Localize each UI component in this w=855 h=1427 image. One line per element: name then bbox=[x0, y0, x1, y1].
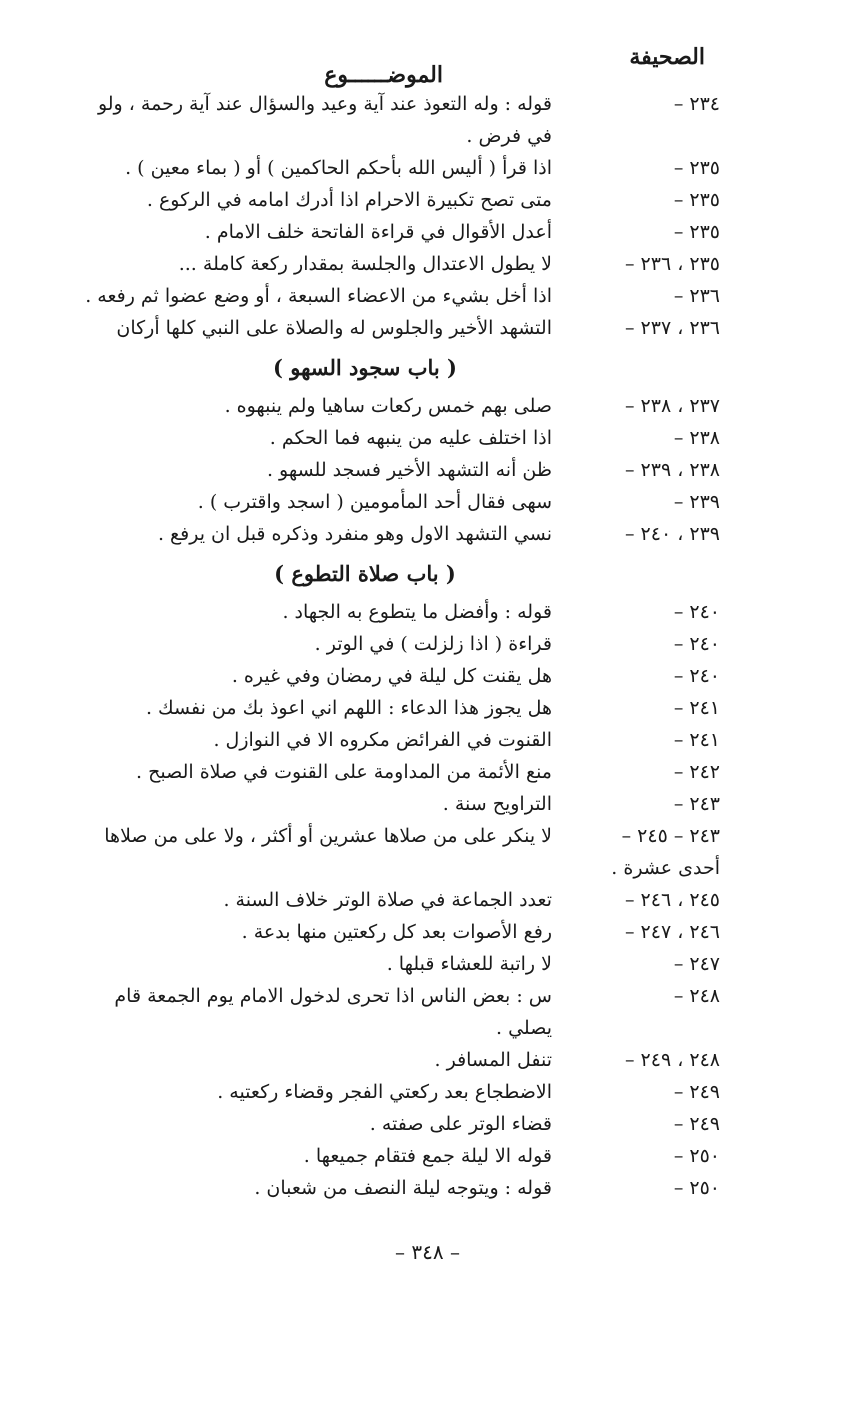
page-ref: ٢٤٩ – bbox=[673, 1081, 720, 1103]
index-row bbox=[70, 422, 720, 454]
index-row bbox=[70, 884, 720, 916]
index-row bbox=[70, 756, 720, 788]
page-ref: ٢٥٠ – bbox=[673, 1145, 720, 1167]
index-row bbox=[70, 1076, 720, 1108]
index-row bbox=[70, 152, 720, 184]
topic-text: قوله الا ليلة جمع فتقام جميعها . bbox=[303, 1145, 552, 1167]
page-ref: ٢٣٥ – bbox=[673, 189, 720, 211]
index-row bbox=[70, 518, 720, 550]
topic-text: أعدل الأقوال في قراءة الفاتحة خلف الامام . bbox=[204, 221, 552, 243]
topic-text: هل يقنت كل ليلة في رمضان وفي غيره . bbox=[231, 665, 552, 687]
index-row bbox=[70, 948, 720, 980]
index-row bbox=[70, 486, 720, 518]
topic-text: قراءة ( اذا زلزلت ) في الوتر . bbox=[314, 633, 552, 655]
index-row bbox=[70, 628, 720, 660]
topic-text: منع الأئمة من المداومة على القنوت في صلاة الصبح . bbox=[136, 761, 552, 783]
topic-text: نسي التشهد الاول وهو منفرد وذكره قبل ان يرفع . bbox=[157, 523, 552, 545]
page-ref: ٢٣٦ ، ٢٣٧ – bbox=[624, 317, 720, 339]
page-ref: ٢٤٣ – bbox=[673, 793, 720, 815]
topic-text: لا راتبة للعشاء قبلها . bbox=[386, 953, 552, 975]
index-row bbox=[70, 248, 720, 280]
index-row bbox=[70, 596, 720, 628]
topic-text: هل يجوز هذا الدعاء : اللهم اني اعوذ بك من نفسك . bbox=[145, 697, 552, 719]
page-ref: ٢٥٠ – bbox=[673, 1177, 720, 1199]
topic-text: التشهد الأخير والجلوس له والصلاة على النبي كلها أركان bbox=[116, 317, 552, 339]
page-ref: ٢٤٨ – bbox=[673, 985, 720, 1007]
topic-column-header: الموضــــــوع bbox=[324, 62, 443, 88]
page-ref: ٢٤٠ – bbox=[673, 633, 720, 655]
page-ref: ٢٣٧ ، ٢٣٨ – bbox=[624, 395, 720, 417]
topic-text: التراويح سنة . bbox=[442, 793, 552, 815]
topic-text: تنفل المسافر . bbox=[434, 1049, 552, 1071]
topic-text: سهى فقال أحد المأمومين ( اسجد واقترب ) . bbox=[197, 491, 552, 513]
page-ref: ٢٣٩ ، ٢٤٠ – bbox=[624, 523, 720, 545]
topic-text: ظن أنه التشهد الأخير فسجد للسهو . bbox=[266, 459, 552, 481]
topic-text: اذا اختلف عليه من ينبهه فما الحكم . bbox=[269, 427, 552, 449]
index-row bbox=[70, 390, 720, 422]
topic-text: الاضطجاع بعد ركعتي الفجر وقضاء ركعتيه . bbox=[217, 1081, 552, 1103]
topic-text: لا يطول الاعتدال والجلسة بمقدار ركعة كاملة ... bbox=[178, 253, 552, 275]
page-ref: ٢٣٦ – bbox=[673, 285, 720, 307]
index-row bbox=[70, 788, 720, 820]
index-row bbox=[70, 184, 720, 216]
topic-text: س : بعض الناس اذا تحرى لدخول الامام يوم الجمعة قام يصلي . bbox=[114, 985, 552, 1039]
section-heading-sahw: ( باب سجود السهو ) bbox=[273, 355, 457, 380]
page-number: – ٣٤٨ – bbox=[395, 1240, 460, 1264]
index-row bbox=[70, 980, 720, 1044]
index-row bbox=[70, 724, 720, 756]
section-heading-tatawwu: ( باب صلاة التطوع ) bbox=[274, 561, 456, 586]
topic-text: قوله : وأفضل ما يتطوع به الجهاد . bbox=[282, 601, 552, 623]
topic-text: صلى بهم خمس ركعات ساهيا ولم ينبهوه . bbox=[224, 395, 552, 417]
page-ref: ٢٤٣ – ٢٤٥ – bbox=[621, 825, 720, 847]
topic-text: قضاء الوتر على صفته . bbox=[369, 1113, 552, 1135]
page-column-header: الصحيفة bbox=[629, 44, 705, 70]
index-row bbox=[70, 280, 720, 312]
page-ref: ٢٤٨ ، ٢٤٩ – bbox=[624, 1049, 720, 1071]
topic-text: تعدد الجماعة في صلاة الوتر خلاف السنة . bbox=[223, 889, 552, 911]
index-row bbox=[70, 692, 720, 724]
topic-text: قوله : ويتوجه ليلة النصف من شعبان . bbox=[254, 1177, 552, 1199]
topic-text: لا ينكر على من صلاها عشرين أو أكثر ، ولا على من صلاها أحدى عشرة . bbox=[104, 825, 720, 879]
topic-text: اذا قرأ ( أليس الله بأحكم الحاكمين ) أو ( بماء معين ) . bbox=[125, 157, 552, 179]
page-ref: ٢٤٦ ، ٢٤٧ – bbox=[624, 921, 720, 943]
page-ref: ٢٤٩ – bbox=[673, 1113, 720, 1135]
topic-text: اذا أخل بشيء من الاعضاء السبعة ، أو وضع عضوا ثم رفعه . bbox=[85, 285, 552, 307]
page-ref: ٢٣٥ ، ٢٣٦ – bbox=[624, 253, 720, 275]
topic-text: رفع الأصوات بعد كل ركعتين منها بدعة . bbox=[241, 921, 552, 943]
page-ref: ٢٤٢ – bbox=[673, 761, 720, 783]
index-row bbox=[70, 1172, 720, 1204]
index-row bbox=[70, 820, 720, 884]
index-row bbox=[70, 1140, 720, 1172]
page-ref: ٢٤٥ ، ٢٤٦ – bbox=[624, 889, 720, 911]
page-ref: ٢٤٠ – bbox=[673, 665, 720, 687]
topic-text: القنوت في الفرائض مكروه الا في النوازل . bbox=[213, 729, 552, 751]
page-ref: ٢٣٤ – bbox=[673, 93, 720, 115]
topic-text: متى تصح تكبيرة الاحرام اذا أدرك امامه في الركوع . bbox=[146, 189, 552, 211]
index-row bbox=[70, 216, 720, 248]
page-ref: ٢٤١ – bbox=[673, 729, 720, 751]
index-row bbox=[70, 660, 720, 692]
page-ref: ٢٣٨ – bbox=[673, 427, 720, 449]
index-entries bbox=[70, 88, 720, 1204]
index-row bbox=[70, 454, 720, 486]
page-ref: ٢٤٧ – bbox=[673, 953, 720, 975]
page-ref: ٢٣٩ – bbox=[673, 491, 720, 513]
index-row bbox=[70, 1044, 720, 1076]
page-ref: ٢٤١ – bbox=[673, 697, 720, 719]
topic-text: قوله : وله التعوذ عند آية وعيد والسؤال عند آية رحمة ، ولو في فرض . bbox=[97, 93, 552, 147]
page-ref: ٢٣٥ – bbox=[673, 157, 720, 179]
page-ref: ٢٣٥ – bbox=[673, 221, 720, 243]
index-row bbox=[70, 88, 720, 152]
page-ref: ٢٤٠ – bbox=[673, 601, 720, 623]
index-row bbox=[70, 1108, 720, 1140]
page-ref: ٢٣٨ ، ٢٣٩ – bbox=[624, 459, 720, 481]
index-row bbox=[70, 916, 720, 948]
index-row bbox=[70, 312, 720, 344]
